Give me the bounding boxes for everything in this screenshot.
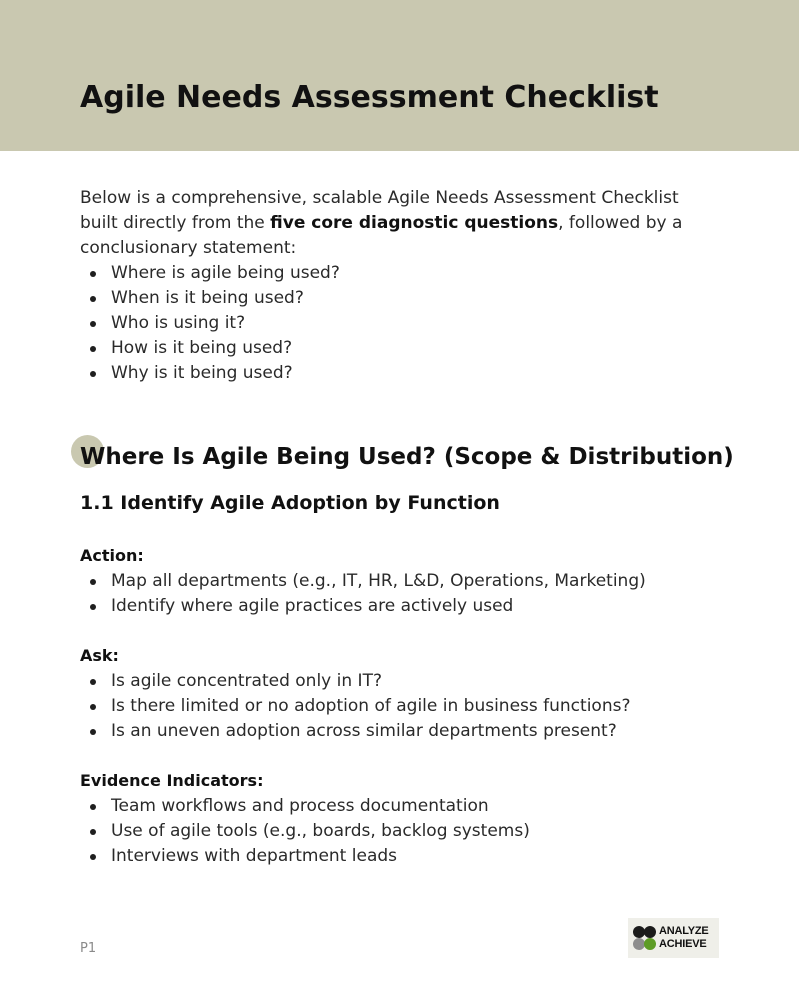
document-title: Agile Needs Assessment Checklist (80, 80, 659, 115)
page-number: P1 (80, 941, 97, 956)
list-item: Where is agile being used? (80, 261, 340, 286)
logo-dot-icon (644, 926, 656, 938)
intro-paragraph (80, 186, 720, 261)
list-item: How is it being used? (80, 336, 340, 361)
logo-dot-icon (644, 938, 656, 950)
evidence-indicators-label: Evidence Indicators: (80, 771, 264, 790)
logo-line-1: ANALYZE (659, 925, 709, 937)
action-label: Action: (80, 546, 144, 565)
action-list (80, 569, 646, 619)
list-item: Why is it being used? (80, 361, 340, 386)
diagnostic-questions-list (80, 261, 340, 386)
list-item: Is agile concentrated only in IT? (80, 669, 630, 694)
intro-bold-text: five core diagnostic questions (270, 213, 559, 233)
ask-list (80, 669, 630, 744)
list-item: Is an uneven adoption across similar departments present? (80, 719, 630, 744)
section-title: Where Is Agile Being Used? (Scope & Distribution) (80, 444, 734, 470)
analyze-achieve-logo (628, 918, 719, 958)
list-item: Interviews with department leads (80, 844, 530, 869)
logo-line-2: ACHIEVE (659, 938, 707, 950)
list-item: Is there limited or no adoption of agile in business functions? (80, 694, 630, 719)
list-item: Map all departments (e.g., IT, HR, L&D, Operations, Marketing) (80, 569, 646, 594)
intro-text-before: Below is a comprehensive, scalable Agile Needs Assessment Checklist built directly from the (80, 188, 679, 233)
list-item: Team workflows and process documentation (80, 794, 530, 819)
list-item: Who is using it? (80, 311, 340, 336)
logo-text (659, 925, 709, 951)
intro-text-after: , followed by a conclusionary statement: (80, 213, 683, 258)
evidence-indicators-list (80, 794, 530, 869)
list-item: When is it being used? (80, 286, 340, 311)
subsection-title: 1.1 Identify Agile Adoption by Function (80, 492, 500, 514)
list-item: Identify where agile practices are actively used (80, 594, 646, 619)
list-item: Use of agile tools (e.g., boards, backlog systems) (80, 819, 530, 844)
ask-label: Ask: (80, 646, 119, 665)
